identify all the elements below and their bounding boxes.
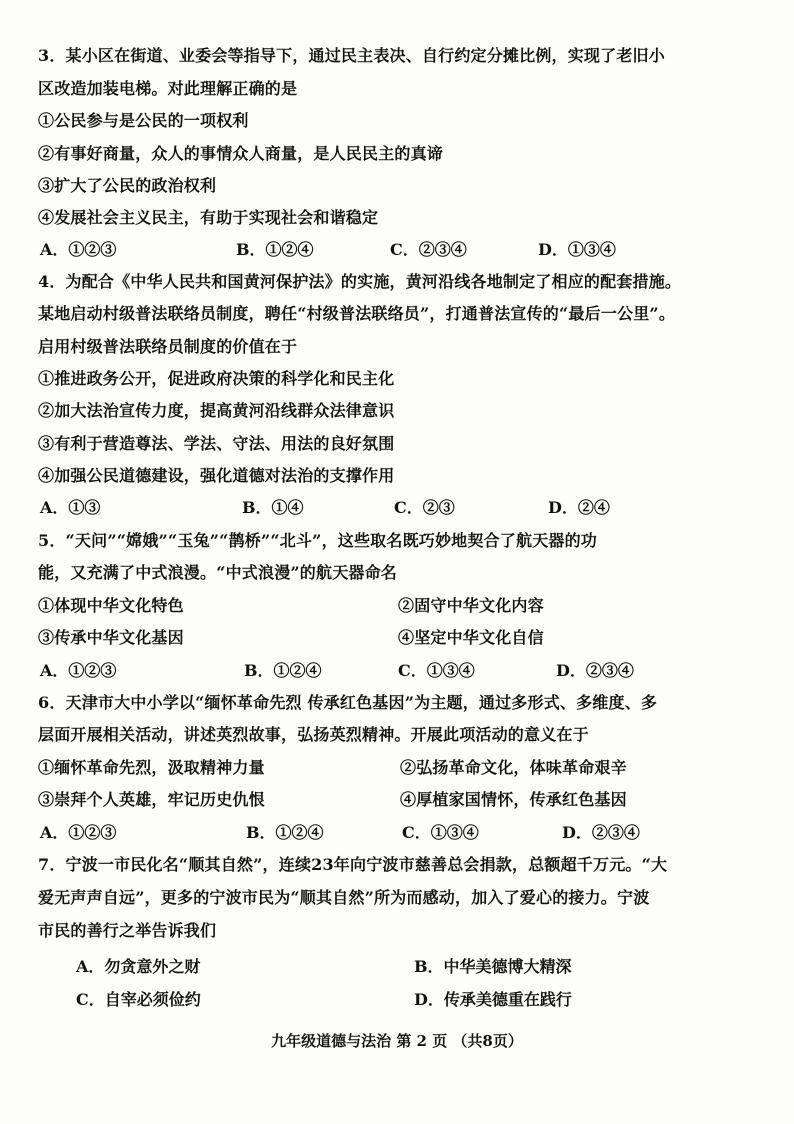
q4-item-1: ①推进政务公开，促进政府决策的科学化和民主化 bbox=[38, 369, 395, 388]
q5-item-2: ②固守中华文化内容 bbox=[398, 596, 544, 615]
q4-option-d: D．②④ bbox=[548, 498, 610, 517]
q4-option-a: A．①③ bbox=[40, 498, 101, 517]
q5-option-c: C．①③④ bbox=[398, 661, 475, 680]
q7-stem-line-1: 7．宁波一市民化名“顺其自然”，连续23年向宁波市慈善总会捐款，总额超千万元。“大 bbox=[38, 855, 668, 874]
q5-item-1: ①体现中华文化特色 bbox=[38, 596, 184, 615]
q6-option-c: C．①③④ bbox=[402, 823, 479, 842]
q3-item-2: ②有事好商量，众人的事情众人商量，是人民民主的真谛 bbox=[38, 144, 444, 163]
q7-option-b: B．中华美德博大精深 bbox=[414, 957, 572, 976]
q4-item-3: ③有利于营造尊法、学法、守法、用法的良好氛围 bbox=[38, 434, 395, 453]
q5-stem-line-1: 5．“天问”“嫦娥”“玉兔”“鹊桥”“北斗”，这些取名既巧妙地契合了航天器的功 bbox=[38, 531, 597, 550]
q3-item-3: ③扩大了公民的政治权利 bbox=[38, 176, 217, 195]
q4-stem-line-3: 启用村级普法联络员制度的价值在于 bbox=[38, 337, 298, 356]
q7-option-a: A．勿贪意外之财 bbox=[76, 957, 201, 976]
q3-option-c: C．②③④ bbox=[390, 240, 467, 259]
q6-option-b: B．①②④ bbox=[246, 823, 324, 842]
q3-stem-line-2: 区改造加装电梯。对此理解正确的是 bbox=[38, 79, 298, 98]
q7-stem-line-3: 市民的善行之举告诉我们 bbox=[38, 921, 217, 940]
q7-option-d: D．传承美德重在践行 bbox=[414, 990, 572, 1009]
q3-option-d: D．①③④ bbox=[538, 240, 616, 259]
q7-stem-line-2: 爱无声声自远”，更多的宁波市民为“顺其自然”所为而感动，加入了爱心的接力。宁波 bbox=[38, 888, 650, 907]
q3-stem-line-1: 3．某小区在街道、业委会等指导下，通过民主表决、自行约定分摊比例，实现了老旧小 bbox=[38, 46, 665, 65]
q3-item-1: ①公民参与是公民的一项权利 bbox=[38, 111, 249, 130]
q6-item-4: ④厚植家国情怀，传承红色基因 bbox=[400, 790, 627, 809]
q5-option-d: D．②③④ bbox=[556, 661, 634, 680]
q4-item-2: ②加大法治宣传力度，提高黄河沿线群众法律意识 bbox=[38, 401, 395, 420]
q4-option-b: B．①④ bbox=[242, 498, 304, 517]
q6-item-2: ②弘扬革命文化，体味革命艰辛 bbox=[400, 758, 627, 777]
q3-item-4: ④发展社会主义民主，有助于实现社会和谐稳定 bbox=[38, 208, 379, 227]
q6-option-d: D．②③④ bbox=[562, 823, 640, 842]
q6-item-3: ③崇拜个人英雄，牢记历史仇恨 bbox=[38, 790, 265, 809]
q4-item-4: ④加强公民道德建设，强化道德对法治的支撑作用 bbox=[38, 466, 395, 485]
page-footer: 九年级道德与法治 第 2 页 （共8页） bbox=[271, 1032, 523, 1050]
q5-item-4: ④坚定中华文化自信 bbox=[398, 628, 544, 647]
q5-item-3: ③传承中华文化基因 bbox=[38, 628, 184, 647]
q5-stem-line-2: 能，又充满了中式浪漫。“中式浪漫”的航天器命名 bbox=[38, 563, 398, 582]
q4-stem-line-1: 4．为配合《中华人民共和国黄河保护法》的实施，黄河沿线各地制定了相应的配套措施。 bbox=[38, 272, 682, 291]
q7-option-c: C．自宰必须俭约 bbox=[76, 990, 201, 1009]
q4-stem-line-2: 某地启动村级普法联络员制度，聘任“村级普法联络员”，打通普法宣传的“最后一公里”。 bbox=[38, 304, 676, 323]
q3-option-a: A．①②③ bbox=[40, 240, 117, 259]
q6-stem-line-1: 6．天津市大中小学以“缅怀革命先烈 传承红色基因”为主题，通过多形式、多维度、多 bbox=[38, 693, 658, 712]
q3-option-b: B．①②④ bbox=[236, 240, 314, 259]
q5-option-a: A．①②③ bbox=[40, 661, 117, 680]
q4-option-c: C．②③ bbox=[394, 498, 455, 517]
q6-item-1: ①缅怀革命先烈，汲取精神力量 bbox=[38, 758, 265, 777]
q6-option-a: A．①②③ bbox=[40, 823, 117, 842]
q5-option-b: B．①②④ bbox=[244, 661, 322, 680]
q6-stem-line-2: 层面开展相关活动，讲述英烈故事，弘扬英烈精神。开展此项活动的意义在于 bbox=[38, 725, 589, 744]
